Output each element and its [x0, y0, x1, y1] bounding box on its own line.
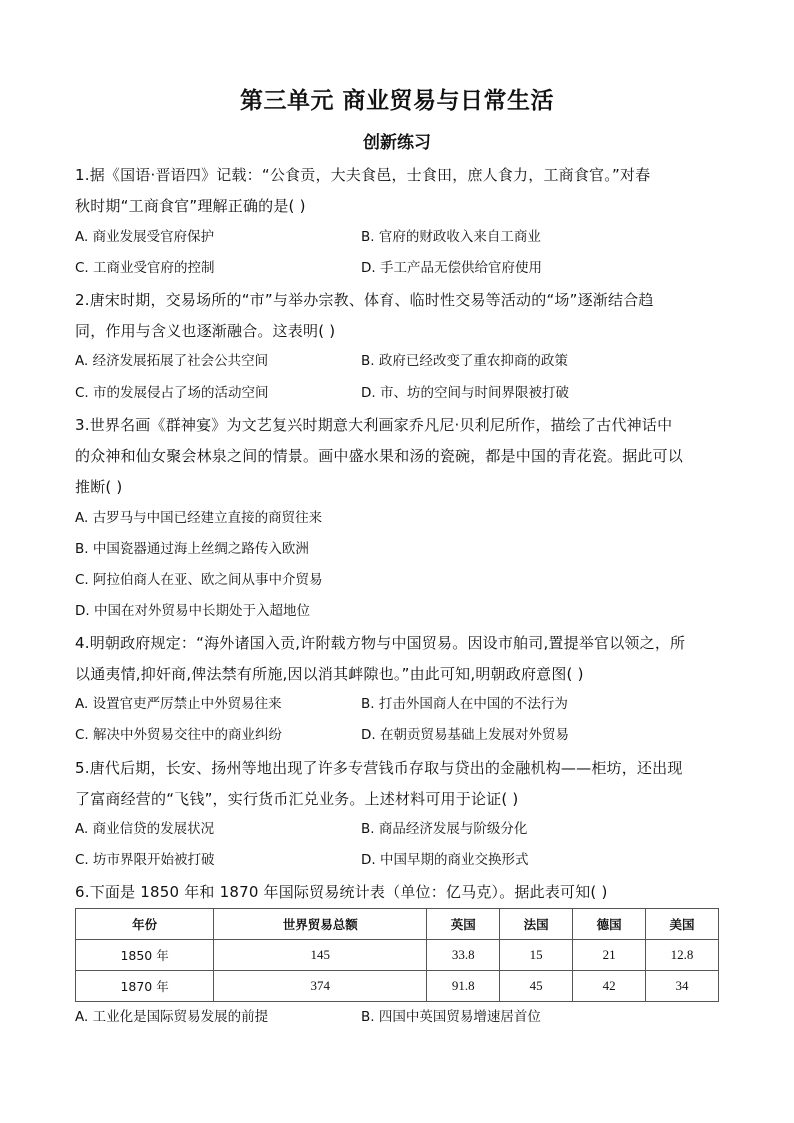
question-2-option-d: D. 市、坊的空间与时间界限被打破: [361, 385, 569, 401]
question-line: 的众神和仙女聚会林泉之间的情景。画中盛水果和汤的瓷碗，都是中国的青花瓷。据此可以: [75, 447, 684, 465]
table-cell: 45: [500, 971, 573, 1002]
question-4-option-b: B. 打击外国商人在中国的不法行为: [361, 696, 568, 712]
question-3-stem: [75, 410, 725, 503]
question-5-option-c: C. 坊市界限开始被打破: [75, 852, 215, 868]
table-header-row: [76, 909, 719, 940]
table-header-cell: 美国: [646, 909, 719, 940]
question-5-stem: [75, 753, 725, 815]
question-5-option-b: B. 商品经济发展与阶级分化: [361, 821, 528, 837]
table-cell: 21: [573, 940, 646, 971]
question-line: 2.唐宋时期，交易场所的“市”与举办宗教、体育、临时性交易等活动的“场”逐渐结合趋: [75, 291, 654, 309]
table-cell: 15: [500, 940, 573, 971]
table-cell: 1850 年: [76, 940, 214, 971]
question-3-option-a: A. 古罗马与中国已经建立直接的商贸往来: [75, 510, 323, 526]
question-2-option-b: B. 政府已经改变了重农抑商的政策: [361, 353, 568, 369]
table-row: [76, 971, 719, 1002]
table-cell: 374: [214, 971, 427, 1002]
question-line: 以通夷情,抑奸商,俾法禁有所施,因以消其衅隙也。”由此可知,明朝政府意图( ): [75, 665, 584, 683]
question-line: 1.据《国语·晋语四》记载：“公食贡，大夫食邑，士食田，庶人食力，工商食官。”对春: [75, 166, 651, 184]
question-line: 推断( ): [75, 478, 123, 496]
question-4-option-d: D. 在朝贡贸易基础上发展对外贸易: [361, 727, 569, 743]
question-line: 了富商经营的“飞钱”，实行货币汇兑业务。上述材料可用于论证( ): [75, 790, 519, 808]
question-4-option-a: A. 设置官吏严厉禁止中外贸易往来: [75, 696, 282, 712]
question-6-option-a: A. 工业化是国际贸易发展的前提: [75, 1009, 269, 1025]
question-6-option-b: B. 四国中英国贸易增速居首位: [361, 1009, 541, 1025]
table-cell: 91.8: [427, 971, 500, 1002]
table-header-cell: 英国: [427, 909, 500, 940]
question-line: 6.下面是 1850 年和 1870 年国际贸易统计表（单位：亿马克）。据此表可知( ): [75, 883, 608, 901]
question-line: 4.明朝政府规定：“海外诸国入贡,许附载方物与中国贸易。因设市舶司,置提举官以领之，所: [75, 634, 686, 652]
question-4-stem: [75, 628, 725, 690]
table-cell: 42: [573, 971, 646, 1002]
question-2-option-a: A. 经济发展拓展了社会公共空间: [75, 353, 269, 369]
trade-statistics-table: [75, 908, 719, 1002]
table-header-cell: 世界贸易总额: [214, 909, 427, 940]
question-1-option-d: D. 手工产品无偿供给官府使用: [361, 260, 542, 276]
question-2-stem: [75, 285, 725, 347]
question-line: 秋时期“工商食官”理解正确的是( ): [75, 197, 306, 215]
table-cell: 33.8: [427, 940, 500, 971]
table-cell: 145: [214, 940, 427, 971]
table-cell: 12.8: [646, 940, 719, 971]
question-1-option-c: C. 工商业受官府的控制: [75, 260, 215, 276]
table-header-cell: 年份: [76, 909, 214, 940]
question-5-option-a: A. 商业信贷的发展状况: [75, 821, 215, 837]
question-1-option-a: A. 商业发展受官府保护: [75, 229, 215, 245]
question-3-option-c: C. 阿拉伯商人在亚、欧之间从事中介贸易: [75, 572, 323, 588]
page-subtitle: 创新练习: [363, 133, 431, 153]
question-line: 3.世界名画《群神宴》为文艺复兴时期意大利画家乔凡尼·贝利尼所作，描绘了古代神话中: [75, 416, 673, 434]
table-cell: 1870 年: [76, 971, 214, 1002]
question-2-option-c: C. 市的发展侵占了场的活动空间: [75, 385, 269, 401]
page-title: 第三单元 商业贸易与日常生活: [239, 88, 554, 114]
question-1-option-b: B. 官府的财政收入来自工商业: [361, 229, 541, 245]
question-5-option-d: D. 中国早期的商业交换形式: [361, 852, 529, 868]
question-3-option-d: D. 中国在对外贸易中长期处于入超地位: [75, 603, 310, 619]
table-header-cell: 德国: [573, 909, 646, 940]
table-header-cell: 法国: [500, 909, 573, 940]
table-row: [76, 940, 719, 971]
question-6-stem: [75, 877, 725, 908]
table-cell: 34: [646, 971, 719, 1002]
question-4-option-c: C. 解决中外贸易交往中的商业纠纷: [75, 727, 283, 743]
question-line: 5.唐代后期，长安、扬州等地出现了许多专营钱币存取与贷出的金融机构——柜坊，还出现: [75, 759, 683, 777]
question-3-option-b: B. 中国瓷器通过海上丝绸之路传入欧洲: [75, 541, 309, 557]
question-line: 同，作用与含义也逐渐融合。这表明( ): [75, 322, 336, 340]
question-1-stem: [75, 160, 725, 222]
